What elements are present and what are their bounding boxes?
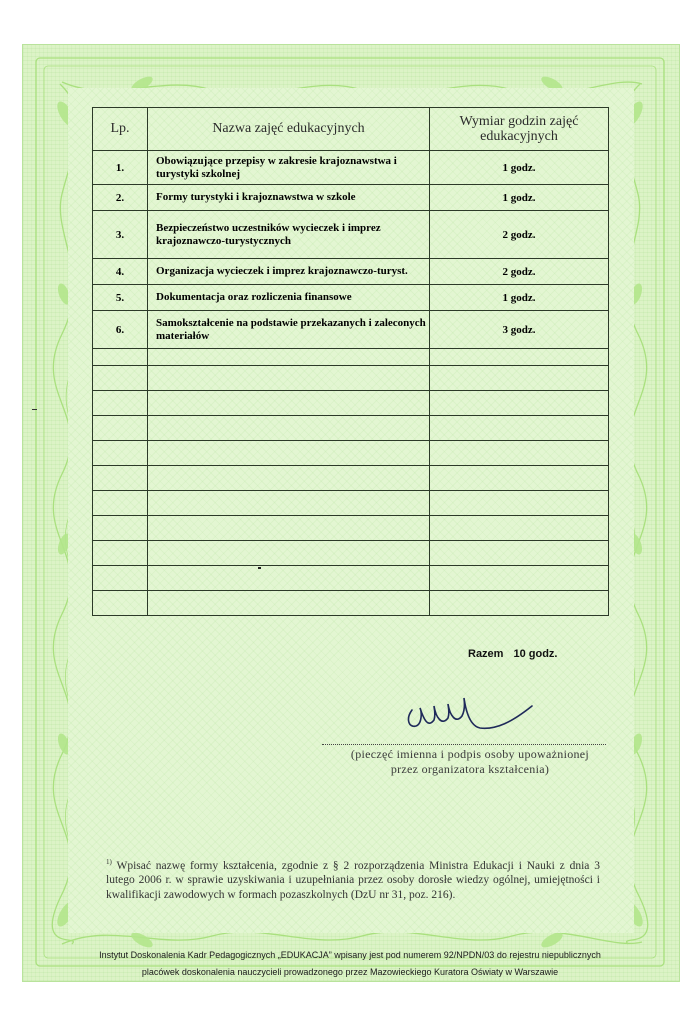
total-value: 10 godz. <box>513 648 558 660</box>
row-subject: Obowiązujące przepisy w zakresie krajoznawstwa i turystyki szkolnej <box>148 151 430 185</box>
header-hours <box>430 108 609 151</box>
empty-row <box>93 366 609 391</box>
empty-row <box>93 466 609 491</box>
row-number: 3. <box>93 211 148 259</box>
row-hours: 1 godz. <box>430 151 609 185</box>
signature-caption-line1: (pieczęć imienna i podpis osoby upoważnionej <box>350 747 590 761</box>
row-hours: 2 godz. <box>430 211 609 259</box>
row-number: 1. <box>93 151 148 185</box>
row-number: 6. <box>93 311 148 349</box>
row-number: 4. <box>93 259 148 285</box>
row-hours: 1 godz. <box>430 285 609 311</box>
header-name: Nazwa zajęć edukacyjnych <box>148 108 430 151</box>
total-label: Razem <box>468 648 504 660</box>
empty-row <box>93 349 609 366</box>
row-subject: Organizacja wycieczek i imprez krajoznawczo-turyst. <box>148 259 430 285</box>
row-hours: 1 godz. <box>430 185 609 211</box>
empty-row <box>93 566 609 591</box>
total-hours <box>468 648 557 660</box>
signature-caption <box>322 747 618 777</box>
empty-row <box>93 441 609 466</box>
table-row <box>93 151 609 185</box>
education-hours-table <box>92 107 609 616</box>
signature-caption-line2: przez organizatora kształcenia) <box>390 762 550 776</box>
header-hours-line1: Wymiar godzin zajęć <box>459 114 579 129</box>
table-row <box>93 259 609 285</box>
row-number: 5. <box>93 285 148 311</box>
row-subject: Dokumentacja oraz rozliczenia finansowe <box>148 285 430 311</box>
margin-mark <box>32 409 37 410</box>
empty-row <box>93 391 609 416</box>
ink-speck <box>258 567 261 569</box>
table-header-row <box>93 108 609 151</box>
table-row <box>93 285 609 311</box>
table-row <box>93 211 609 259</box>
row-hours: 3 godz. <box>430 311 609 349</box>
row-number: 2. <box>93 185 148 211</box>
row-subject: Bezpieczeństwo uczestników wycieczek i imprez krajoznawczo-turystycznych <box>148 211 430 259</box>
signature-line <box>322 744 606 745</box>
institute-notice <box>60 947 640 981</box>
empty-row <box>93 541 609 566</box>
row-hours: 2 godz. <box>430 259 609 285</box>
empty-row <box>93 516 609 541</box>
footnote-text: Wpisać nazwę formy kształcenia, zgodnie z § 2 rozporządzenia Ministra Edukacji i Nauki z dnia 3 lutego 2006 r. w sprawie uzyskiwania i uzupełniania przez osoby dorosłe wiedzy ogólnej, umiejętności i kwalifikacji zawodowych w formach pozaszkolnych (DzU nr 31, poz. 216). <box>106 859 600 901</box>
table-row <box>93 185 609 211</box>
header-lp: Lp. <box>93 108 148 151</box>
row-subject: Formy turystyki i krajoznawstwa w szkole <box>148 185 430 211</box>
institute-line2: placówek doskonalenia nauczycieli prowadzonego przez Mazowieckiego Kuratora Oświaty w Warszawie <box>141 967 559 977</box>
empty-row <box>93 591 609 616</box>
table-row <box>93 311 609 349</box>
header-hours-line2: edukacyjnych <box>480 129 558 144</box>
institute-line1: Instytut Doskonalenia Kadr Pedagogicznych „EDUKACJA” wpisany jest pod numerem 92/NPDN/03 do rejestru niepublicznych <box>99 950 601 960</box>
empty-row <box>93 491 609 516</box>
empty-row <box>93 416 609 441</box>
footnote-marker: 1) <box>106 858 112 866</box>
footnote <box>106 855 600 902</box>
handwritten-signature <box>400 690 540 740</box>
row-subject: Samokształcenie na podstawie przekazanych i zaleconych materiałów <box>148 311 430 349</box>
